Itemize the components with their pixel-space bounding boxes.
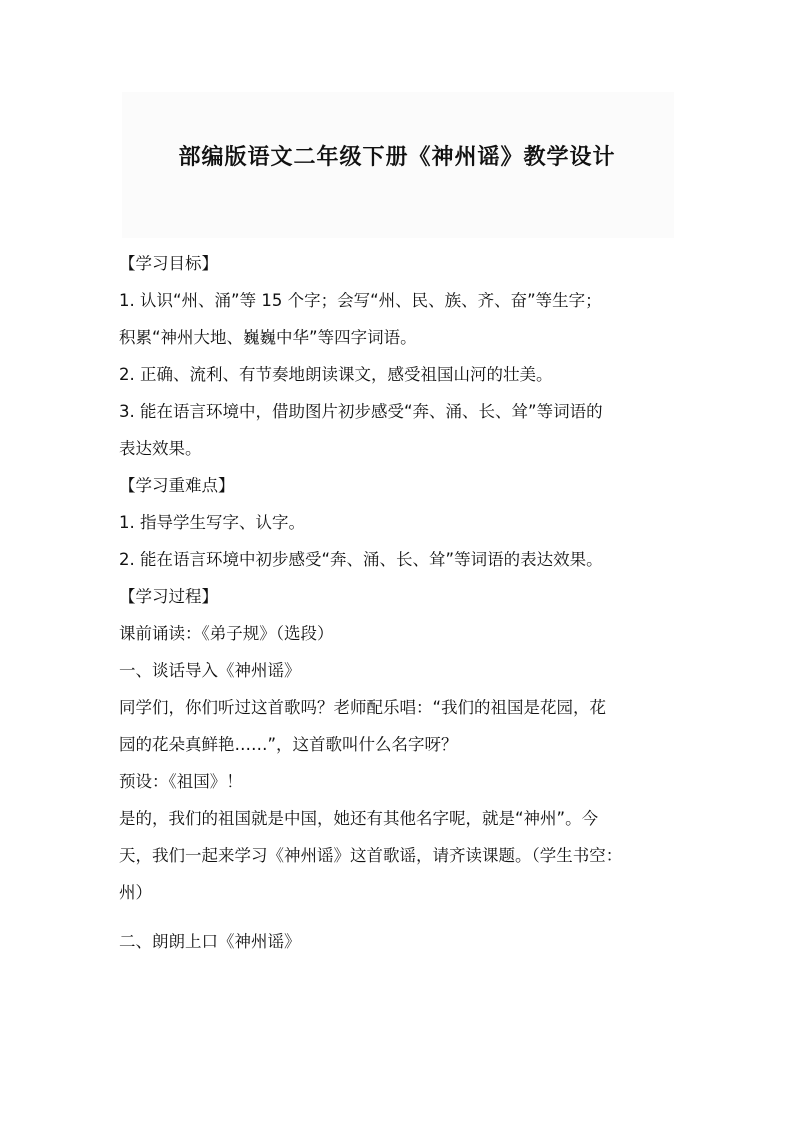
subsection-heading: 二、朗朗上口《神州谣》 (119, 932, 301, 951)
paragraph-line: 同学们，你们听过这首歌吗？老师配乐唱：“我们的祖国是花园，花 (119, 698, 607, 717)
paragraph-line: 天，我们一起来学习《神州谣》这首歌谣，请齐读课题。（学生书空： (119, 846, 623, 865)
paragraph-line: 预设：《祖国》！ (119, 772, 243, 791)
spacer (119, 911, 685, 923)
paragraph-line: 是的，我们的祖国就是中国，她还有其他名字呢，就是“神州”。今 (119, 809, 599, 828)
paragraph-line: 3. 能在语言环境中，借助图片初步感受“奔、涌、长、耸”等词语的 (119, 402, 603, 421)
subsection-heading: 一、谈话导入《神州谣》 (119, 661, 301, 680)
page-title: 部编版语文二年级下册《神州谣》教学设计 (178, 145, 616, 170)
paragraph-line: 1. 指导学生写字、认字。 (119, 513, 305, 532)
section-heading-objectives: 【学习目标】 (119, 254, 218, 273)
paragraph-line: 积累“神州大地、巍巍中华”等四字词语。 (119, 328, 417, 347)
section-heading-process: 【学习过程】 (119, 587, 218, 606)
paragraph-line: 表达效果。 (119, 439, 202, 458)
paragraph-line: 1. 认识“州、涌”等 15 个字；会写“州、民、族、齐、奋”等生字； (119, 291, 602, 310)
paragraph-line: 州） (119, 883, 152, 902)
paragraph-line: 园的花朵真鲜艳……”，这首歌叫什么名字呀？ (119, 735, 458, 754)
paragraph-line: 2. 正确、流利、有节奏地朗读课文，感受祖国山河的壮美。 (119, 365, 553, 384)
document-body (119, 245, 685, 960)
paragraph-line: 2. 能在语言环境中初步感受“奔、涌、长、耸”等词语的表达效果。 (119, 550, 603, 569)
paragraph-line: 课前诵读：《弟子规》（选段） (119, 624, 334, 643)
section-heading-key-points: 【学习重难点】 (119, 476, 235, 495)
